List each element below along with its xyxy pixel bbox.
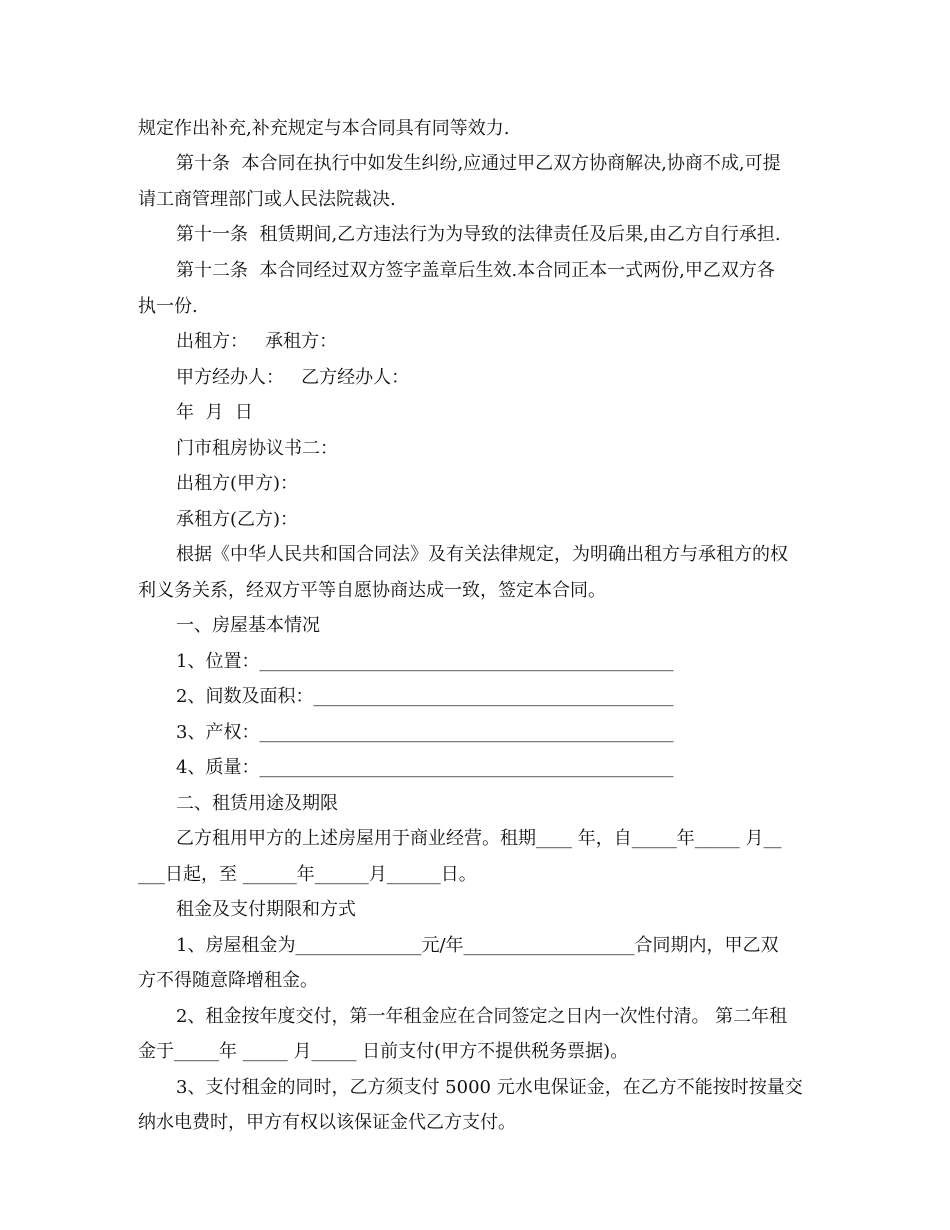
form-field-line: 3、产权：______________________________________________ [176, 722, 674, 743]
text-line: ___日起，至 ______年______月______日。 [138, 864, 477, 885]
article-10-line: 第十条 本合同在执行中如发生纠纷,应通过甲乙双方协商解决,协商不成,可提 [176, 153, 781, 174]
text-line: 执一份. [138, 296, 198, 317]
text-line: 方不得随意降增租金。 [138, 970, 318, 991]
text-line: 纳水电费时，甲方有权以该保证金代乙方支付。 [138, 1112, 516, 1133]
section-heading: 租金及支付期限和方式 [176, 899, 356, 920]
deposit-line: 3、支付租金的同时，乙方须支付 5000 元水电保证金，在乙方不能按时按量交 [176, 1077, 803, 1098]
text-line: 请工商管理部门或人民法院裁决. [138, 189, 396, 210]
lease-term-line: 乙方租用甲方的上述房屋用于商业经营。租期____ 年，自_____年_____ 月__ [176, 828, 782, 849]
preamble-line: 根据《中华人民共和国合同法》及有关法律规定，为明确出租方与承租方的权 [176, 544, 788, 565]
signature-parties-line: 出租方： 承租方： [176, 331, 338, 352]
section-heading: 二、租赁用途及期限 [176, 793, 338, 814]
lessee-line: 承租方(乙方)： [176, 509, 299, 530]
article-12-line: 第十二条 本合同经过双方签字盖章后生效.本合同正本一式两份,甲乙双方各 [176, 260, 775, 281]
section-heading: 门市租房协议书二： [176, 438, 338, 459]
lessor-line: 出租方(甲方)： [176, 473, 299, 494]
rent-payment-line: 2、租金按年度交付，第一年租金应在合同签定之日内一次性付清。 第二年租 [176, 1006, 788, 1027]
form-field-line: 4、质量：______________________________________________ [176, 757, 674, 778]
article-11-line: 第十一条 租赁期间,乙方违法行为为导致的法律责任及后果,由乙方自行承担. [176, 224, 781, 245]
text-line: 金于_____年 _____ 月_____ 日前支付(甲方不提供税务票据)。 [138, 1041, 629, 1062]
text-line: 规定作出补充,补充规定与本合同具有同等效力. [138, 118, 510, 139]
signature-agents-line: 甲方经办人： 乙方经办人： [176, 367, 410, 388]
text-line: 利义务关系，经双方平等自愿协商达成一致，签定本合同。 [138, 580, 606, 601]
form-field-line: 2、间数及面积：________________________________________ [176, 686, 674, 707]
rent-amount-line: 1、房屋租金为______________元/年___________________合同期内，甲乙双 [176, 935, 779, 956]
date-line: 年 月 日 [176, 402, 253, 423]
section-heading: 一、房屋基本情况 [176, 615, 320, 636]
form-field-line: 1、位置：______________________________________________ [176, 651, 674, 672]
